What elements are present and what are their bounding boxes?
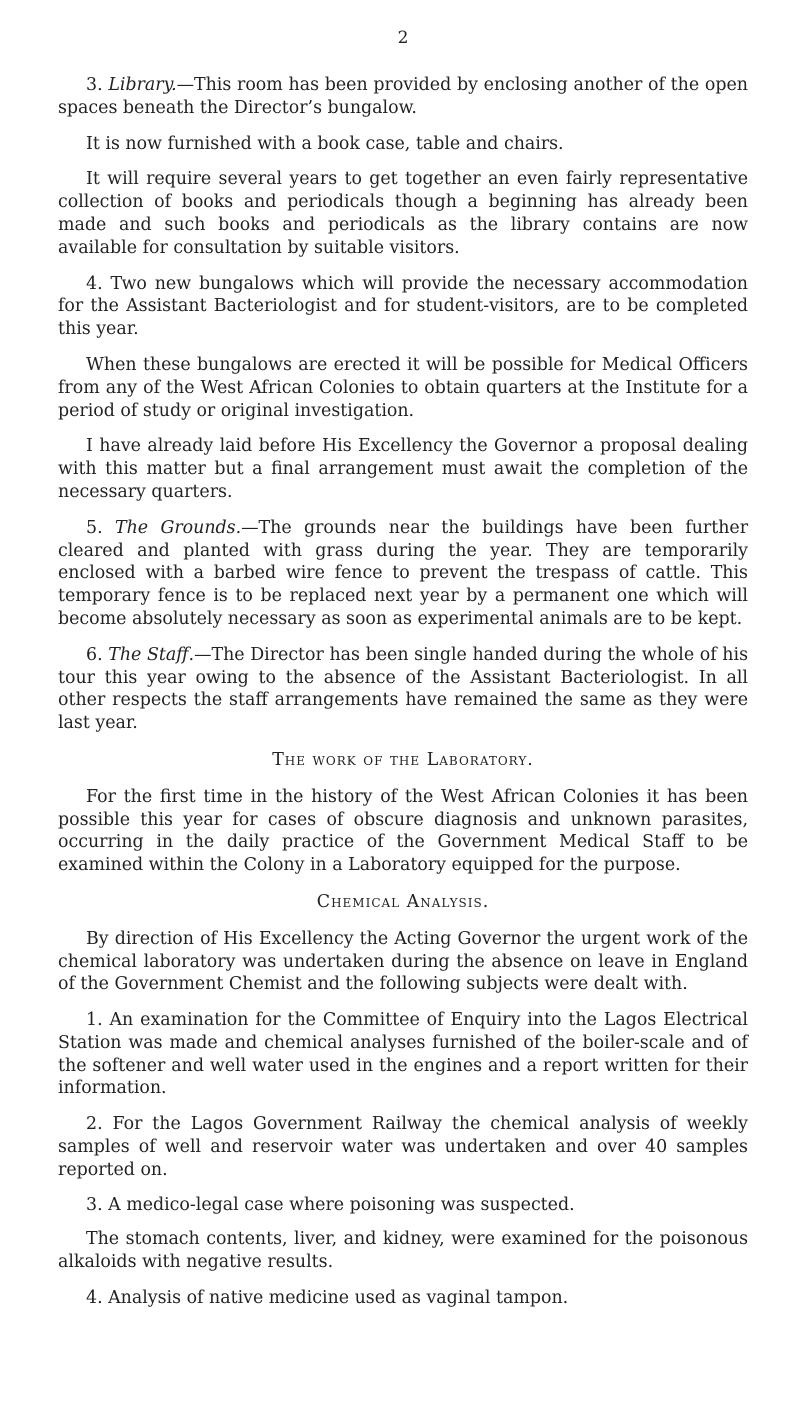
- bungalows-medical-officers: When these bungalows are erected it will be possible for Medical Officers from any of the West African Colonies to obtain quarters at the Institute for a period of study or original investigation.: [58, 354, 748, 421]
- chemical-intro: By direction of His Excellency the Acting Governor the urgent work of the chemical laboratory was undertaken during the absence on leave in England of the Government Chemist and the following subjects were dealt with.: [58, 928, 748, 995]
- page-number: 2: [397, 28, 409, 48]
- library-text: —This room has been provided by enclosing another of the open spaces beneath the Director’s bungalow.: [58, 75, 748, 118]
- library-title: Library.: [108, 75, 177, 95]
- grounds-title: The Grounds.: [114, 517, 242, 538]
- library-number: 3.: [86, 75, 103, 95]
- grounds-number: 5.: [86, 517, 103, 538]
- grounds-paragraph: [58, 517, 748, 631]
- chemical-item-2: 2. For the Lagos Government Railway the chemical analysis of weekly samples of well and reservoir water was undertaken and over 40 samples reported on.: [58, 1114, 748, 1180]
- grounds-text: —The grounds near the buildings have been further cleared and planted with grass during the year. They are temporarily enclosed with a barbed wire fence to prevent the trespass of cattle. This temporary fence is to be replaced next year by a permanent one which will become absolutely necessary as soon as experimental animals are to be kept.: [58, 517, 749, 629]
- staff-text: —The Director has been single handed during the whole of his tour this year owing to the absence of the Assistant Bacteriologist. In all other respects the staff arrangements have remained the same as they were last year.: [58, 644, 748, 734]
- chemical-item-3-detail: The stomach contents, liver, and kidney, were examined for the poisonous alkaloids with negative results.: [58, 1229, 748, 1273]
- laboratory-heading: The work of the Laboratory.: [272, 749, 534, 770]
- laboratory-paragraph: For the first time in the history of the West African Colonies it has been possible this year for cases of obscure diagnosis and unknown parasites, occurring in the daily practice of the Government Medical Staff to be examined within the Colony in a Laboratory equipped for the purpose.: [58, 786, 748, 876]
- library-paragraph: [58, 74, 748, 120]
- staff-paragraph: [58, 644, 748, 735]
- chemical-item-3: 3. A medico-legal case where poisoning was suspected.: [86, 1194, 575, 1215]
- library-furnishing: It is now furnished with a book case, table and chairs.: [86, 133, 564, 154]
- library-collection: It will require several years to get together an even fairly representative collection of books and periodicals though a beginning has already been made and such books and periodicals as the library contains are now available for consultation by suitable visitors.: [58, 169, 748, 258]
- chemical-item-4: 4. Analysis of native medicine used as vaginal tampon.: [86, 1288, 569, 1309]
- staff-number: 6.: [86, 644, 103, 665]
- bungalows-paragraph: 4. Two new bungalows which will provide the necessary accommodation for the Assistant Bacteriologist and for student-visitors, are to be completed this year.: [58, 273, 748, 340]
- chemical-item-1: 1. An examination for the Committee of Enquiry into the Lagos Electrical Station was made and chemical analyses furnished of the boiler-scale and of the softener and well water used in the engines and a report written for their information.: [58, 1010, 748, 1099]
- bungalows-proposal: I have already laid before His Excellency the Governor a proposal dealing with this matter but a final arrangement must await the completion of the necessary quarters.: [58, 436, 748, 502]
- chemical-analysis-heading: Chemical Analysis.: [316, 891, 490, 912]
- staff-title: The Staff.: [108, 644, 195, 665]
